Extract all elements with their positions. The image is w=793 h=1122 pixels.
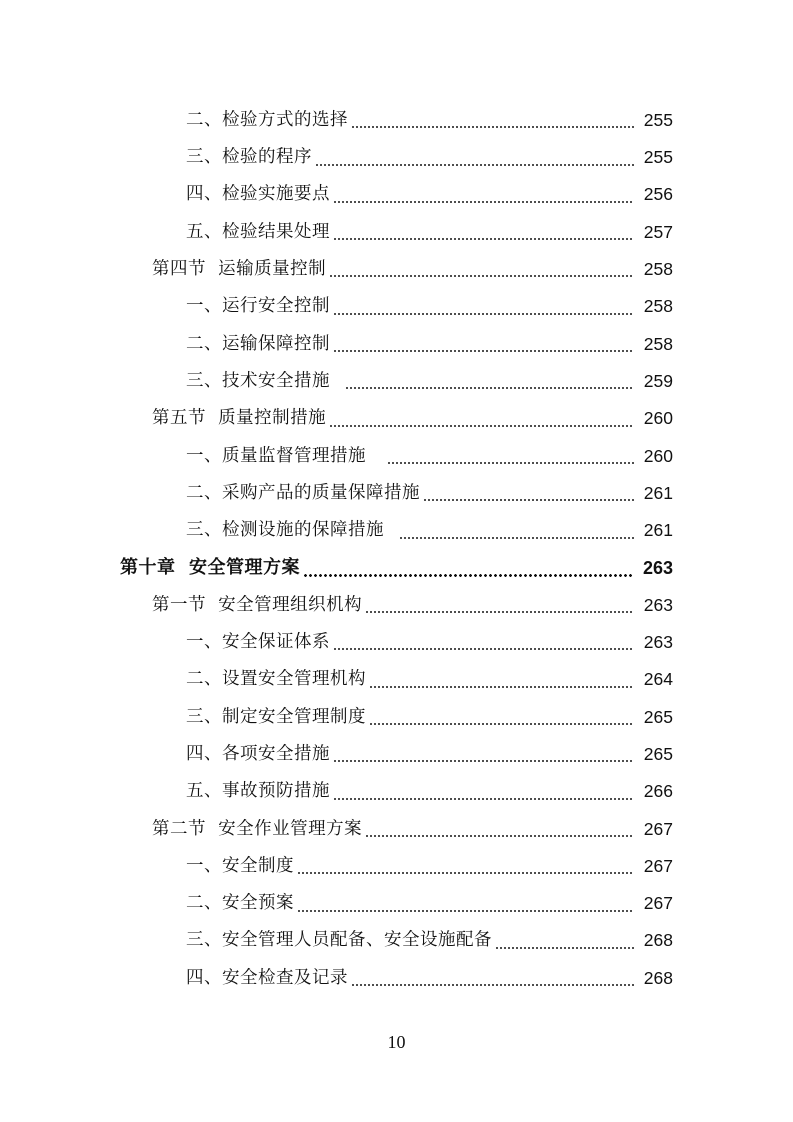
toc-dot-leader bbox=[333, 760, 634, 762]
toc-entry-title: 四、各项安全措施 bbox=[186, 743, 330, 764]
toc-entry-page: 258 bbox=[643, 296, 673, 317]
toc-dot-leader bbox=[369, 686, 634, 688]
toc-entry-page: 267 bbox=[643, 855, 673, 876]
toc-entry-page: 267 bbox=[643, 818, 673, 839]
toc-dot-leader bbox=[495, 947, 634, 949]
toc-dot-leader bbox=[303, 574, 634, 577]
toc-entry[interactable] bbox=[0, 475, 793, 512]
toc-dot-leader bbox=[333, 313, 634, 315]
toc-entry[interactable] bbox=[0, 214, 793, 251]
toc-dot-leader bbox=[329, 425, 634, 427]
toc-entry-page: 258 bbox=[643, 333, 673, 354]
toc-dot-leader bbox=[351, 126, 634, 128]
toc-entry-page: 261 bbox=[643, 520, 673, 541]
toc-entry-title: 第五节 质量控制措施 bbox=[152, 408, 327, 429]
toc-entry-title: 三、检测设施的保障措施 bbox=[186, 520, 397, 541]
toc-entry-title: 二、检验方式的选择 bbox=[186, 109, 348, 130]
toc-entry[interactable] bbox=[0, 736, 793, 773]
toc-entry-title: 二、设置安全管理机构 bbox=[186, 669, 366, 690]
toc-entry-page: 263 bbox=[643, 594, 673, 615]
toc-entry[interactable] bbox=[0, 624, 793, 661]
toc-dot-leader bbox=[399, 537, 634, 539]
toc-entry[interactable] bbox=[0, 848, 793, 885]
toc-entry-title: 二、安全预案 bbox=[186, 893, 294, 914]
toc-entry-title: 三、检验的程序 bbox=[186, 147, 312, 168]
toc-entry-page: 264 bbox=[643, 669, 673, 690]
toc-entry-title: 三、技术安全措施 bbox=[186, 370, 343, 391]
toc-dot-leader bbox=[365, 611, 634, 613]
toc-entry-page: 268 bbox=[643, 930, 673, 951]
toc-dot-leader bbox=[423, 499, 634, 501]
toc-entry-page: 266 bbox=[643, 781, 673, 802]
toc-entry-page: 268 bbox=[643, 967, 673, 988]
toc-entry-title: 一、安全制度 bbox=[186, 855, 294, 876]
toc-entry[interactable] bbox=[0, 960, 793, 997]
toc-dot-leader bbox=[333, 238, 634, 240]
toc-entry[interactable] bbox=[0, 102, 793, 139]
toc-entry[interactable] bbox=[0, 587, 793, 624]
toc-entry[interactable] bbox=[0, 699, 793, 736]
toc-entry[interactable] bbox=[0, 773, 793, 810]
toc-dot-leader bbox=[387, 462, 634, 464]
toc-entry-title: 一、安全保证体系 bbox=[186, 632, 330, 653]
toc-entry-page: 265 bbox=[643, 743, 673, 764]
toc-entry-page: 267 bbox=[643, 893, 673, 914]
toc-entry-title: 第二节 安全作业管理方案 bbox=[152, 818, 363, 839]
toc-dot-leader bbox=[333, 350, 634, 352]
toc-entry-title: 一、运行安全控制 bbox=[186, 296, 330, 317]
toc-dot-leader bbox=[333, 648, 634, 650]
toc-entry-title: 三、安全管理人员配备、安全设施配备 bbox=[186, 930, 492, 951]
toc-entry[interactable] bbox=[0, 661, 793, 698]
toc-entry-page: 261 bbox=[643, 482, 673, 503]
toc-entry-title: 第一节 安全管理组织机构 bbox=[152, 594, 363, 615]
toc-entry-page: 255 bbox=[643, 109, 673, 130]
toc-entry[interactable] bbox=[0, 512, 793, 549]
toc-entry[interactable] bbox=[0, 400, 793, 437]
toc-entry[interactable] bbox=[0, 139, 793, 176]
toc-entry-page: 263 bbox=[642, 558, 673, 579]
toc-entry-page: 259 bbox=[643, 370, 673, 391]
toc-dot-leader bbox=[297, 910, 634, 912]
toc-entry-title: 四、安全检查及记录 bbox=[186, 967, 348, 988]
toc-entry-title: 二、采购产品的质量保障措施 bbox=[186, 482, 420, 503]
toc-entry-page: 255 bbox=[643, 147, 673, 168]
toc-entry-page: 256 bbox=[643, 184, 673, 205]
toc-dot-leader bbox=[333, 798, 634, 800]
toc-entry-page: 257 bbox=[643, 221, 673, 242]
toc-dot-leader bbox=[315, 164, 634, 166]
toc-entry-title: 五、检验结果处理 bbox=[186, 221, 330, 242]
toc-dot-leader bbox=[369, 723, 634, 725]
toc-entry[interactable] bbox=[0, 326, 793, 363]
toc-entry-title: 五、事故预防措施 bbox=[186, 781, 330, 802]
toc-entry-page: 258 bbox=[643, 259, 673, 280]
toc-entry-title: 第四节 运输质量控制 bbox=[152, 259, 327, 280]
toc-dot-leader bbox=[333, 201, 634, 203]
toc-entry-title: 三、制定安全管理制度 bbox=[186, 706, 366, 727]
toc-entry-page: 260 bbox=[643, 445, 673, 466]
toc-entry[interactable] bbox=[0, 885, 793, 922]
toc-dot-leader bbox=[345, 387, 634, 389]
toc-dot-leader bbox=[329, 275, 634, 277]
toc-entry[interactable] bbox=[0, 288, 793, 325]
toc-entry-title: 二、运输保障控制 bbox=[186, 333, 330, 354]
toc-entry-title: 第十章 安全管理方案 bbox=[120, 557, 301, 579]
toc-entry-page: 260 bbox=[643, 408, 673, 429]
toc-entry[interactable] bbox=[0, 251, 793, 288]
toc-entry-title: 四、检验实施要点 bbox=[186, 184, 330, 205]
toc-entry[interactable] bbox=[0, 923, 793, 960]
toc-entry[interactable] bbox=[0, 438, 793, 475]
toc-entry[interactable] bbox=[0, 177, 793, 214]
page-number: 10 bbox=[387, 1032, 406, 1052]
toc-entry-title: 一、质量监督管理措施 bbox=[186, 445, 385, 466]
toc-entry[interactable] bbox=[0, 811, 793, 848]
toc-entry[interactable] bbox=[0, 550, 793, 587]
toc-entry-page: 265 bbox=[643, 706, 673, 727]
toc-dot-leader bbox=[351, 984, 634, 986]
table-of-contents bbox=[0, 102, 793, 997]
toc-dot-leader bbox=[365, 835, 634, 837]
toc-entry-page: 263 bbox=[643, 632, 673, 653]
toc-entry[interactable] bbox=[0, 363, 793, 400]
toc-dot-leader bbox=[297, 872, 634, 874]
